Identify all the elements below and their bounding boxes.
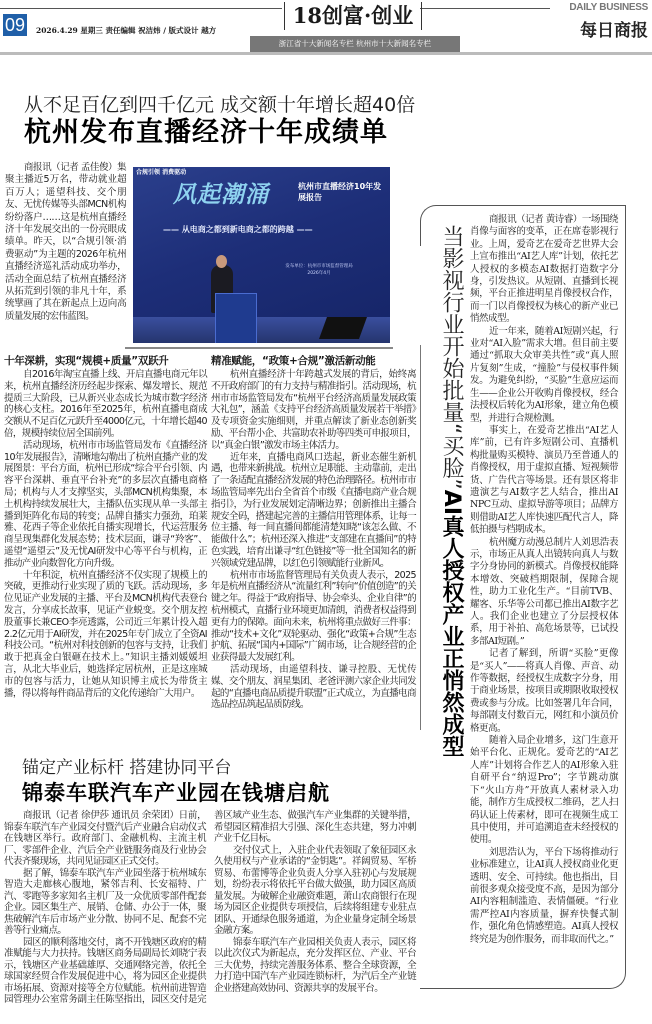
header-rule (0, 8, 282, 9)
section1-title: 十年深耕，实现“规模+质量”双跃升 (4, 355, 169, 367)
paragraph: 记者了解到，所谓“买脸”更像是“买人”——将真人肖像、声音、动作等数据，经授权生成数字分身，用于商业场景，按项目或期限收取授权费或参与分成。比如签署几年合同，每部剧支付数百元，网红和小演员价格更高。 (470, 648, 618, 734)
article1-headline: 杭州发布直播经济十年成绩单 (24, 117, 388, 148)
paragraph: 活动现场，由遥望科技、谦寻控股、无忧传媒、交个朋友、润星集团、老爸评测六家企业共同发起的“直播电商品质提升联盟”正式成立，为直播电商选品控品筑起品质防线。 (211, 663, 416, 711)
brand-logo: 每日商报 (580, 21, 648, 41)
article1-col2 (211, 354, 416, 711)
dateline: 2026.4.29 星期三 责任编辑 祝洁炜 / 版式设计 越方 (36, 26, 217, 35)
article1-kicker: 从不足百亿到四千亿元 成交额十年增长超40倍 (24, 94, 416, 116)
header-rule (420, 8, 550, 9)
article3-headline (432, 225, 466, 757)
event-photo (133, 167, 390, 343)
paragraph: 十年积淀，杭州直播经济不仅实现了规模上的突破，更推动行业实现了质的飞跃。活动现场，多位见证产业发展的主播、平台及MCN机构代表登台发言，分享成长故事，见证产业蜕变。交个朋友控股董事长兼CEO李亮透露，公司近三年累计投入超2.2亿元用于AI研发，并在2025年专门成立了全资AI科技公司。“杭州对科技创新的包容与支持，让我们敢于把真金白银砸在技术上。”知识主播刘媛媛坦言，从北大毕业后，她选择定居杭州，正是这座城市的包容与活力，让她从知识博主成长为带货主播，得以将每件商品背后的文化传递给广大用户。 (4, 569, 207, 699)
stage-speaker (319, 317, 367, 339)
page-number: 09 (4, 15, 26, 35)
podium (215, 293, 257, 343)
paragraph: 近一年来，随着AI短剧兴起，行业对“AI入脸”需求大增。但目前主要通过“抓取大众审美共性”或“真人照片复刻”生成，“撞脸”与侵权事件频发。为避免纠纷，“买脸”生意应运而生——企业公开收购肖像授权，经合法授权后转化为AI形象，建立角色模型，并进行合规检测。 (470, 325, 618, 424)
brand-english: DAILY BUSINESS (569, 2, 648, 13)
article2-headline: 锦泰车联汽车产业园在钱塘启航 (22, 781, 330, 805)
photo-corner-text: 合规引领 消费驱动 (136, 169, 187, 176)
paragraph: 随着入局企业增多，这门生意开始平台化、正规化。爱奇艺的“AI艺人库”计划将合作艺人的AI形象入驻自研平台“纳逗Pro”；字节跳动旗下“火山方舟”开放真人素材录入功能，制作方生成授权二维码，艺人扫码认证上传素材，即可在视频生成工具中使用，并可追溯追查未经授权的使用。 (470, 735, 618, 846)
photo-issuer: 发布单位：杭州市市场监督管理局 2026年4月 (285, 264, 353, 276)
article2-body (4, 810, 416, 1006)
paragraph: 杭州魔方动漫总制片人刘思浩表示，市场正从真人出镜转向真人与数字分身协同的新模式。肖像授权能降本增效、突破档期限制，保障合规性，助力工业化生产。“目前TVB、耀客、乐华等公司都已推出AI数字艺人。我们企业也建立了分层授权体系，用于补拍、高危场景等，已试投多部AI短剧。” (470, 536, 618, 647)
paragraph: 近年来，直播电商风口迭起，新业态催生新机遇，也带来新挑战。杭州立足职能、主动靠前，走出了一条适配直播经济发展的特色治理路径。杭州市市场监管局率先出台全省首个市级《直播电商产业合规指引》，为行业发展划定清晰边界；创新推出主播合规安全码，搭建起完善的主播信用管理体系，让每一位主播、每一间直播间都能清楚知晓“该怎么做、不能做什么”；杭州还深入推进“支部建在直播间”的特色实践，培育出谦寻“红色链接”等一批全国知名的新兴领域党建品牌，以红色引领赋能行业新风。 (211, 451, 416, 569)
article2-kicker: 锚定产业标杆 搭建协同平台 (22, 758, 232, 778)
section2-title: 精准赋能，“政策+合规”激活新动能 (211, 355, 376, 367)
paragraph: 据了解，锦泰车联汽车产业园坐落于杭州城东智造大走廊核心腹地，紧邻吉利、长安福特、广汽、零跑等多家知名主机厂及一众优质零部件配套企业。园区集生产、展销、仓储、办公于一体，聚焦破解汽车后市场产业分散、协同不足、配套不完善等行业痛点。 (4, 867, 206, 936)
paragraph: 自2016年淘宝直播上线、开启直播电商元年以来，杭州直播经济历经起步探索、爆发增长、规范提质三大阶段，已从新兴业态成长为城市数字经济的核心支柱。2016年至2025年，杭州直播电商成交额从不足百亿元跃升至4000亿元，十年增长超40倍，规模持续位居全国前列。 (4, 369, 207, 439)
photo-side-text: 杭州市直播经济10年发展报告 (298, 182, 382, 202)
paragraph: 事实上，在爱奇艺推出“AI艺人库”前，已有许多短剧公司、直播机构批量购买模特、演员乃至普通人的肖像授权，用于虚拟直播、短视频带货、广告代言等场景。还有景区将非遗演艺与AI数字艺人结合，推出AI NPC互动、虚拟导游等项目；品牌方则借助AI艺人库快速匹配代言人，降低拍摄与档期成本。 (470, 424, 618, 536)
article3-title-bold: AI真人授权产业正悄然成型 (439, 489, 464, 758)
paragraph: 商报讯（记者 黄诗睿）一场围绕肖像与面容的变革，正在席卷影视行业。上周，爱奇艺在爱奇艺世界大会上宣布推出“AI艺人库”计划，依托艺人授权的多模态AI数据打造数字分身，引发热议。从短剧、直播到长视频，平台正推进明星肖像授权合作，而一门以肖像授权为核心的新产业已悄然成型。 (470, 214, 618, 325)
article1-lead (5, 162, 126, 323)
paragraph: 商报讯（记者 徐伊莎 通讯员 余荣团）日前，锦泰车联汽车产业园交付暨汽后产业融合启动仪式在钱塘区举行。政府部门、金融机构、主流主机厂、零部件企业、汽后全产业链服务商及行业协会代表齐聚现场，共同见证园区正式交付。 (4, 810, 206, 867)
paragraph: 杭州直播经济十年跨越式发展的背后，始终离不开政府部门的有力支持与精准指引。活动现场，杭州市市场监管局发布“杭州平台经济高质量发展政策大礼包”，涵盖《支持平台经济高质量发展若干举措》及专项资金实施细则，并重点解读了新业态创新奖励、平台帮小企、共富助农补助等四类可申报项目，以“真金白银”激发市场主体活力。 (211, 369, 416, 451)
article1-col1 (4, 354, 207, 699)
paragraph: 刘思浩认为，平台下场将推动行业标准建立，让AI真人授权商业化更透明、安全、可持续。他也指出，目前很多观众接受度不高，是因为部分AI内容粗制滥造、表情僵硬。“行业需严控AI内容质量，摒弃快餐式制作，强化角色情感塑造。AI真人授权终究是为创作服务，而非取而代之。” (470, 846, 618, 945)
paragraph: 交付仪式上，入驻企业代表领取了象征园区永久使用权与产业承诺的“金钥匙”。祥阔贸易、军桥贸易、布蕾博等企业负责人分享入驻初心与发展规划，纷纷表示将依托平台做大做强，助力园区高质量发展。为破解企业融资难题，萧山农商银行在现场为园区企业提供专项授信，后续将组建专业驻点团队、开通绿色服务通道，为企业量身定制全场景金融方案。 (214, 844, 416, 936)
article3-body (470, 214, 618, 946)
paragraph: 活动现场，杭州市市场监管局发布《直播经济10年发展报告》，清晰地勾勒出了杭州直播产业的发展图景：平台方面，杭州已形成“综合平台引领、内容平台深耕、垂直平台补充”的多层次直播电商格局；机构与人才支撑坚实，头部MCN机构集聚，本土机构持续发展壮大，主播队伍实现从单一头部主播到矩阵化布局的转变；品牌自播实力强劲，珀莱雅、花西子等企业依托自播实现增长，代运营服务商呈现集群化发展态势；技术层面，谦寻“羚客”、遥望“遥望云”及无忧AI研发中心等平台与机构，正推动产业向数智化方向升级。 (4, 439, 207, 569)
photo-sub-text: —— 从电商之都到新电商之都的跨越 —— (163, 225, 313, 234)
column-banner: 浙江省十大新闻名专栏 杭州市十大新闻名专栏 (250, 36, 460, 52)
paragraph: 杭州市市场监督管理局有关负责人表示，2025年是杭州直播经济从“流量红利”转向“价值创造”的关键之年。得益于“政府指导、协会牵头、企业自律”的杭州模式，直播行业环境更加清朗，消费者权益得到更有力的保障。面向未来，杭州将重点做好三件事：推动“技术+文化”双轮驱动、强化“政策+合规”生态护航、拓展“国内+国际”广阔市场，让合规经营的企业获得最大发展红利。 (211, 569, 416, 664)
photo-main-text: 风起潮涌 (173, 181, 269, 208)
paragraph: 锦泰车联汽车产业园相关负责人表示，园区将以此次仪式为新起点，充分发挥区位、产业、平台三大优势，持续完善服务体系、整合全球资源，全力打造中国汽车产业园连锁标杆，为汽后全产业链企业搭建高效协同、资源共享的发展平台。 (214, 936, 416, 994)
lead-paragraph: 商报讯（记者 孟佳俊）集聚主播近5万名，带动就业超百万人；遥望科技、交个朋友、无忧传媒等头部MCN机构纷纷落户……这是杭州直播经济十年发展交出的一份亮眼成绩单。昨天，以“合规引领·消费驱动”为主题的2026年杭州直播经济巡礼活动成功举办，活动全面总结了杭州直播经济从拓荒到引领的非凡十年，系统擘画了其在新起点上迈向高质量发展的宏伟蓝图。 (5, 162, 126, 322)
section-title: 18创富·创业 (284, 2, 422, 30)
paragraph: 园区的顺利落地交付，离不开钱塘区政府的精准赋能与大力扶持。钱塘区商务局副局长刘晓宁表示，钱塘区产业基础雄厚、交通网络完善，依托全球国家经贸合作发展促进中心，将为园区企业提供市场拓展、资源对接等全方位赋能。杭州前进智造园管理办公室常务副主任陈坚指出，园区交付是完善区域产业生态、做强汽车产业集群的关键举措，希望园区精准招大引强、深化生态共建，努力冲刺产业千亿目标。 (4, 810, 416, 1005)
article3-title-light: 当影视行业开始批量“买脸” (439, 225, 464, 490)
speaker-head (216, 255, 227, 268)
header-divider (0, 52, 652, 55)
photo-rule (125, 347, 393, 349)
